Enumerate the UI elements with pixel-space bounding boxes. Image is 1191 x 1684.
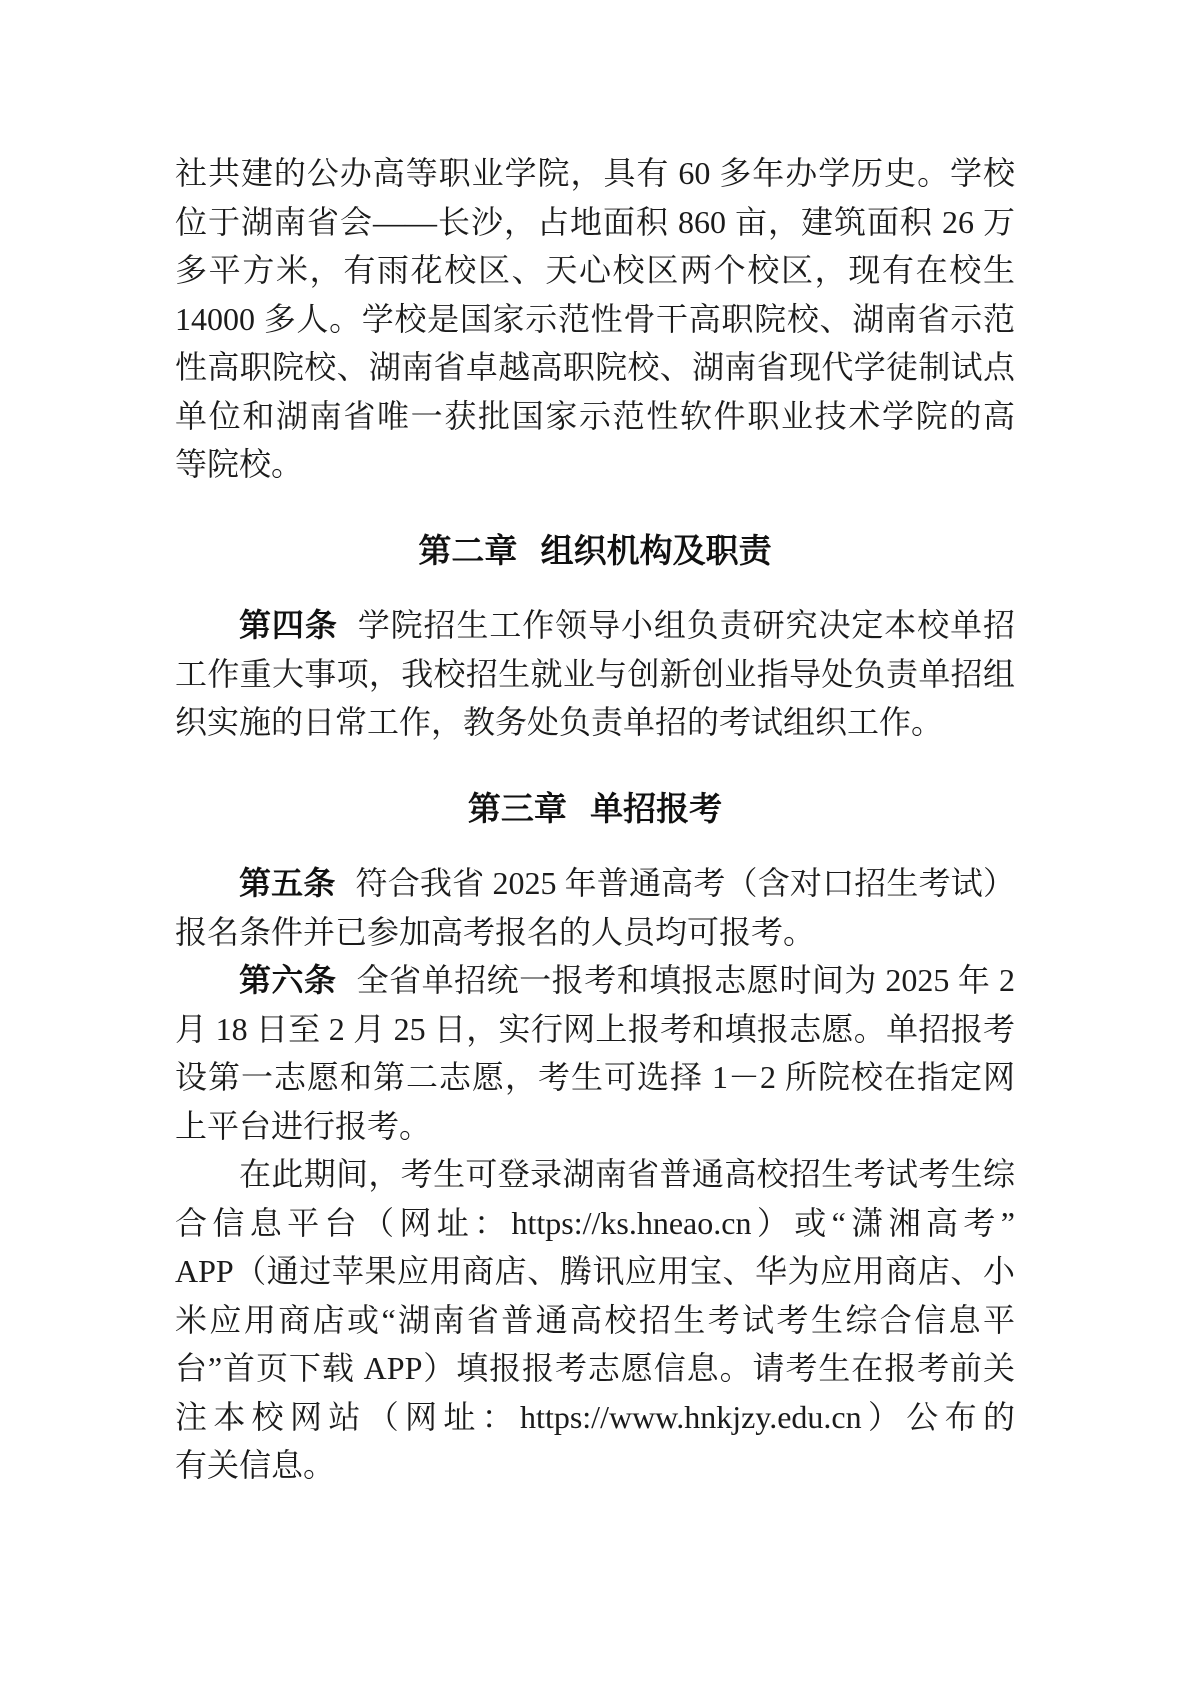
registration-info-paragraph (175, 1150, 1015, 1490)
intro-paragraph (175, 149, 1015, 489)
text-line: 社共建的公办高等职业学院，具有 60 多年办学历史。学校 (175, 155, 1015, 191)
article-4-opening-text: 学院招生工作领导小组负责研究决定本校单招 (357, 607, 1015, 643)
text-line: 14000 多人。学校是国家示范性骨干高职院校、湖南省示范 (175, 300, 1015, 337)
text-line (175, 956, 1015, 1005)
text-line-with-url: 注本校网站（网址：https://www.hnkjzy.edu.cn）公布的 (175, 1398, 1015, 1435)
page-content (175, 149, 1015, 1490)
text-line: 月 18 日至 2 月 25 日，实行网上报考和填报志愿。单招报考 (175, 1010, 1015, 1047)
article-5-label: 第五条 (239, 865, 336, 901)
text-line: 米应用商店或“湖南省普通高校招生考试考生综合信息平 (175, 1301, 1015, 1338)
text-line: 等院校。 (175, 446, 304, 482)
text-line: 报名条件并已参加高考报名的人员均可报考。 (175, 913, 816, 950)
text-line: 位于湖南省会——长沙，占地面积 860 亩，建筑面积 26 万 (175, 203, 1015, 240)
text-line: 性高职院校、湖南省卓越高职院校、湖南省现代学徒制试点 (175, 349, 1015, 385)
article-4-paragraph (175, 601, 1015, 747)
text-line: 工作重大事项，我校招生就业与创新创业指导处负责单招组 (175, 655, 1015, 692)
text-line: APP（通过苹果应用商店、腾讯应用宝、华为应用商店、小 (175, 1253, 1015, 1289)
text-line: 设第一志愿和第二志愿，考生可选择 1－2 所院校在指定网 (175, 1059, 1015, 1095)
text-line: 台”首页下载 APP）填报报考志愿信息。请考生在报考前关 (175, 1350, 1015, 1386)
text-line-with-url: 合信息平台（网址：https://ks.hneao.cn）或“潇湘高考” (175, 1204, 1015, 1241)
article-5-paragraph (175, 859, 1015, 956)
chapter-2-heading: 第二章 组织机构及职责 (418, 531, 772, 569)
article-4-label: 第四条 (239, 607, 338, 643)
article-6-label: 第六条 (239, 962, 337, 998)
text-line: 多平方米，有雨花校区、天心校区两个校区，现有在校生 (175, 252, 1015, 288)
text-line: 上平台进行报考。 (175, 1107, 432, 1144)
text-line (175, 601, 1015, 650)
article-6-paragraph (175, 956, 1015, 1150)
text-line: 单位和湖南省唯一获批国家示范性软件职业技术学院的高 (175, 397, 1015, 434)
text-line (175, 859, 1015, 908)
text-line: 有关信息。 (175, 1447, 336, 1483)
article-6-opening-text: 全省单招统一报考和填报志愿时间为 2025 年 2 (356, 962, 1015, 998)
chapter-3-heading: 第三章 单招报考 (467, 789, 723, 827)
text-line: 织实施的日常工作，教务处负责单招的考试组织工作。 (175, 704, 944, 740)
article-5-opening-text: 符合我省 2025 年普通高考（含对口招生考试） (355, 865, 1015, 901)
text-line: 在此期间，考生可登录湖南省普通高校招生考试考生综 (239, 1156, 1015, 1192)
